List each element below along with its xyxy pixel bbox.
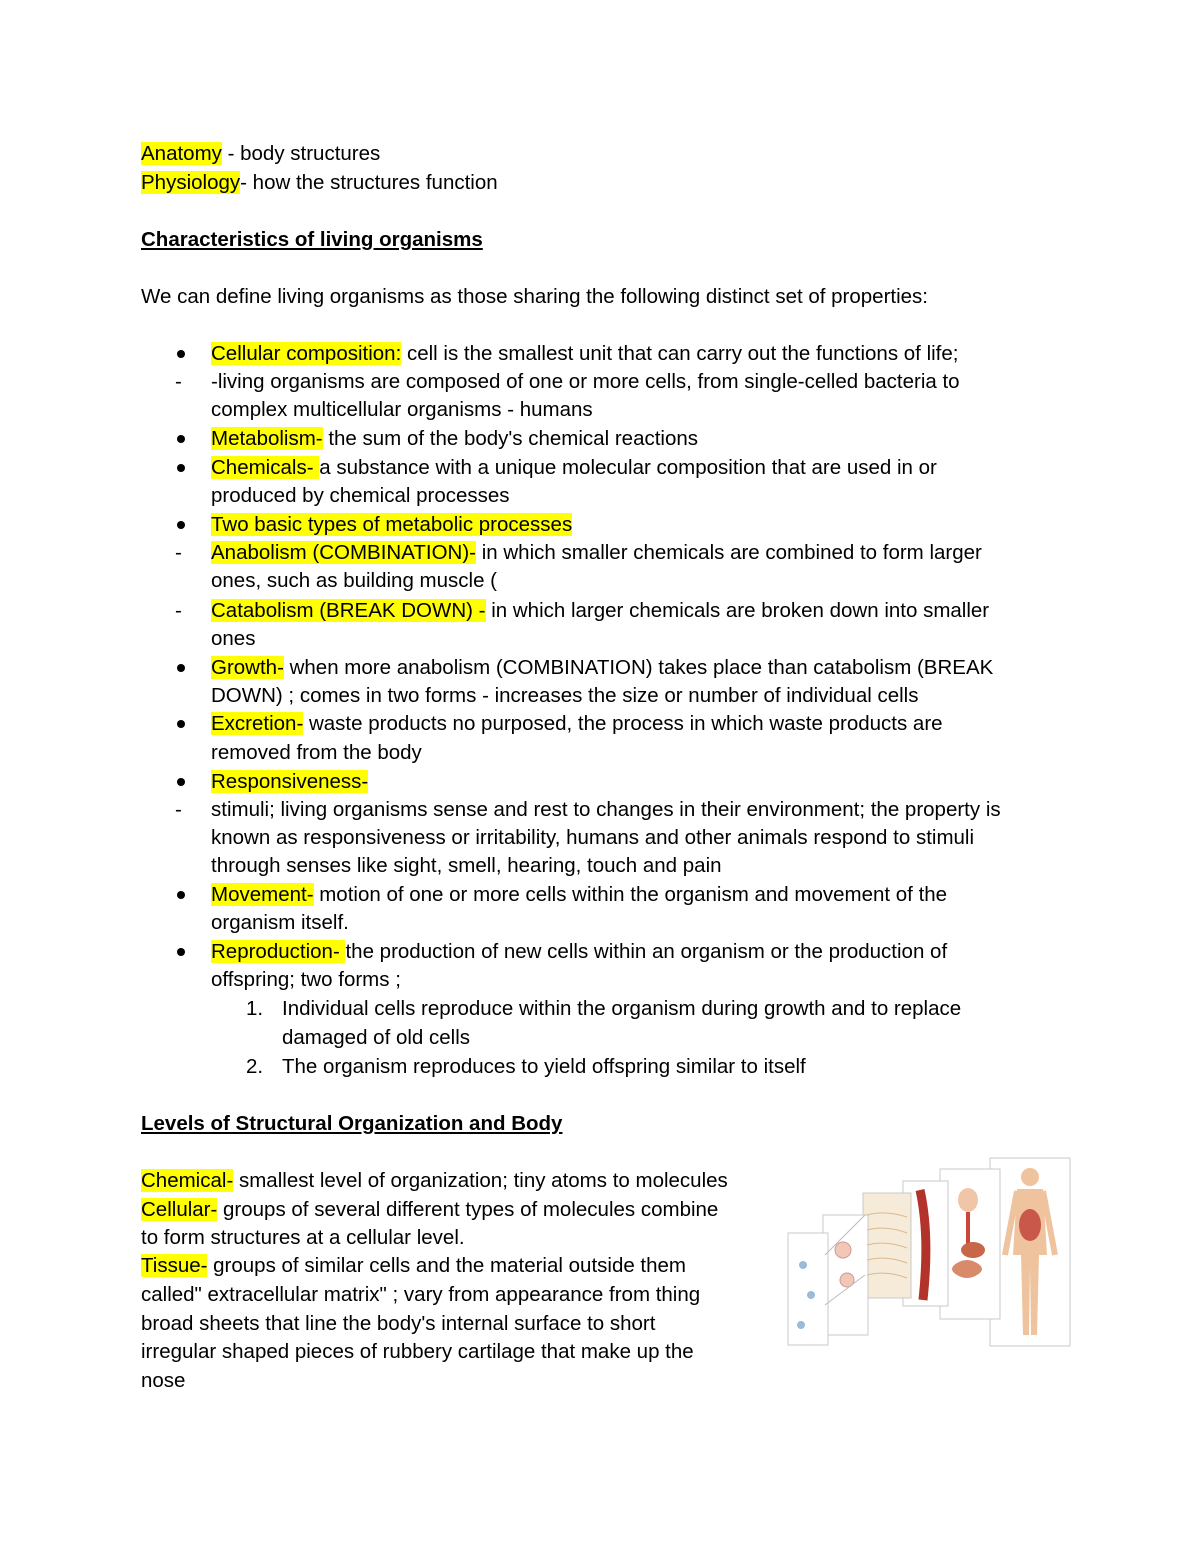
numbered-marker: 2. <box>246 1055 264 1078</box>
tissue-line <box>141 1252 686 1280</box>
list-item-excretion-cont: removed from the body <box>211 741 422 764</box>
list-item-anabolism-cont: ones, such as building muscle ( <box>211 569 498 592</box>
dash-icon: - <box>175 798 182 821</box>
section-intro: We can define living organisms as those sharing the following distinct set of properties: <box>141 285 929 308</box>
tissue-line-cont: called" extracellular matrix" ; vary from appearance from thing <box>141 1283 701 1306</box>
cellular-line-cont: to form structures at a cellular level. <box>141 1226 465 1249</box>
organization-levels-figure <box>785 1155 1075 1350</box>
list-item-chemicals <box>211 454 937 482</box>
list-item-growth <box>211 654 993 682</box>
dash-icon: - <box>175 599 182 622</box>
item-text: when more anabolism (COMBINATION) takes place than catabolism (BREAK <box>283 656 994 679</box>
list-item-reproduction <box>211 938 947 966</box>
list-item-organisms-cont: complex multicellular organisms - humans <box>211 398 593 421</box>
atom-shape <box>797 1321 805 1329</box>
item-term: Reproduction- <box>211 940 346 963</box>
numbered-item-1: Individual cells reproduce within the organism during growth and to replace <box>282 997 962 1020</box>
item-term: Metabolism- <box>211 427 323 450</box>
physiology-line <box>141 169 498 197</box>
bullet-icon <box>177 778 185 786</box>
bullet-icon <box>177 948 185 956</box>
list-item-metabolism <box>211 425 698 453</box>
cellular-definition: groups of several different types of molecules combine <box>217 1198 719 1221</box>
numbered-item-2: The organism reproduces to yield offspring similar to itself <box>282 1055 806 1078</box>
numbered-item-1-cont: damaged of old cells <box>282 1026 471 1049</box>
cell-shape <box>835 1242 851 1258</box>
chemical-definition: smallest level of organization; tiny atoms to molecules <box>233 1169 728 1192</box>
bullet-icon <box>177 435 185 443</box>
body-head-shape <box>1021 1168 1039 1186</box>
list-item-catabolism-cont: ones <box>211 627 256 650</box>
item-text: a substance with a unique molecular composition that are used in or <box>319 456 937 479</box>
list-item-excretion <box>211 710 943 738</box>
tissue-line-cont2: broad sheets that line the body's internal surface to short <box>141 1312 656 1335</box>
physiology-definition: - how the structures function <box>240 171 498 194</box>
list-item-reproduction-cont: offspring; two forms ; <box>211 968 401 991</box>
list-item-responsiveness <box>211 768 368 796</box>
item-term: Movement- <box>211 883 314 906</box>
item-text: in which larger chemicals are broken down into smaller <box>485 599 990 622</box>
tissue-line-cont4: nose <box>141 1369 186 1392</box>
head-shape <box>958 1188 978 1212</box>
physiology-term: Physiology <box>141 171 241 194</box>
bullet-icon <box>177 720 185 728</box>
chemical-term: Chemical- <box>141 1169 234 1192</box>
item-text: the sum of the body's chemical reactions <box>322 427 699 450</box>
list-item-chemicals-cont: produced by chemical processes <box>211 484 510 507</box>
item-text: waste products no purposed, the process in which waste products are <box>303 712 943 735</box>
list-item-anabolism <box>211 539 982 567</box>
list-item-organisms: -living organisms are composed of one or more cells, from single-celled bacteria to <box>211 370 960 393</box>
atom-shape <box>807 1291 815 1299</box>
anatomy-definition: - body structures <box>221 142 381 165</box>
item-term: Catabolism (BREAK DOWN) - <box>211 599 486 622</box>
tissue-definition: groups of similar cells and the material outside them <box>207 1254 687 1277</box>
cellular-term: Cellular- <box>141 1198 218 1221</box>
list-item-growth-cont: DOWN) ; comes in two forms - increases the size or number of individual cells <box>211 684 919 707</box>
anatomy-line <box>141 140 380 168</box>
list-item-movement-cont: organism itself. <box>211 911 349 934</box>
item-term: Anabolism (COMBINATION)- <box>211 541 477 564</box>
item-term: Responsiveness- <box>211 770 369 793</box>
list-item-cellular <box>211 340 958 368</box>
item-term: Cellular composition: <box>211 342 402 365</box>
list-item-stimuli: stimuli; living organisms sense and rest to changes in their environment; the property is <box>211 798 1001 821</box>
tissue-panel <box>863 1193 911 1298</box>
bullet-icon <box>177 664 185 672</box>
atom-shape <box>799 1261 807 1269</box>
numbered-marker: 1. <box>246 997 264 1020</box>
item-term: Growth- <box>211 656 284 679</box>
tissue-term: Tissue- <box>141 1254 208 1277</box>
item-text: the production of new cells within an organism or the production of <box>345 940 948 963</box>
chemical-line <box>141 1167 728 1195</box>
list-item-stimuli-cont2: through senses like sight, smell, hearing, touch and pain <box>211 854 722 877</box>
bullet-icon <box>177 350 185 358</box>
bullet-icon <box>177 464 185 472</box>
cellular-line <box>141 1196 718 1224</box>
item-text: motion of one or more cells within the organism and movement of the <box>313 883 948 906</box>
list-item-movement <box>211 881 947 909</box>
list-item-stimuli-cont: known as responsiveness or irritability, humans and other animals respond to stimuli <box>211 826 975 849</box>
stomach-shape <box>961 1242 985 1258</box>
item-term: Chemicals- <box>211 456 320 479</box>
anatomy-term: Anatomy <box>141 142 222 165</box>
tissue-line-cont3: irregular shaped pieces of rubbery cartilage that make up the <box>141 1340 694 1363</box>
item-term: Two basic types of metabolic processes <box>211 513 573 536</box>
bullet-icon <box>177 521 185 529</box>
list-item-metabolic-types <box>211 511 572 539</box>
item-text: in which smaller chemicals are combined to form larger <box>476 541 982 564</box>
item-term: Excretion- <box>211 712 304 735</box>
section-heading-levels: Levels of Structural Organization and Body <box>141 1112 563 1135</box>
bullet-icon <box>177 891 185 899</box>
list-item-catabolism <box>211 597 989 625</box>
section-heading-characteristics: Characteristics of living organisms <box>141 228 483 251</box>
dash-icon: - <box>175 541 182 564</box>
dash-icon: - <box>175 370 182 393</box>
chemical-panel <box>788 1233 828 1345</box>
organs-shape <box>1019 1209 1041 1241</box>
item-text: cell is the smallest unit that can carry out the functions of life; <box>401 342 959 365</box>
